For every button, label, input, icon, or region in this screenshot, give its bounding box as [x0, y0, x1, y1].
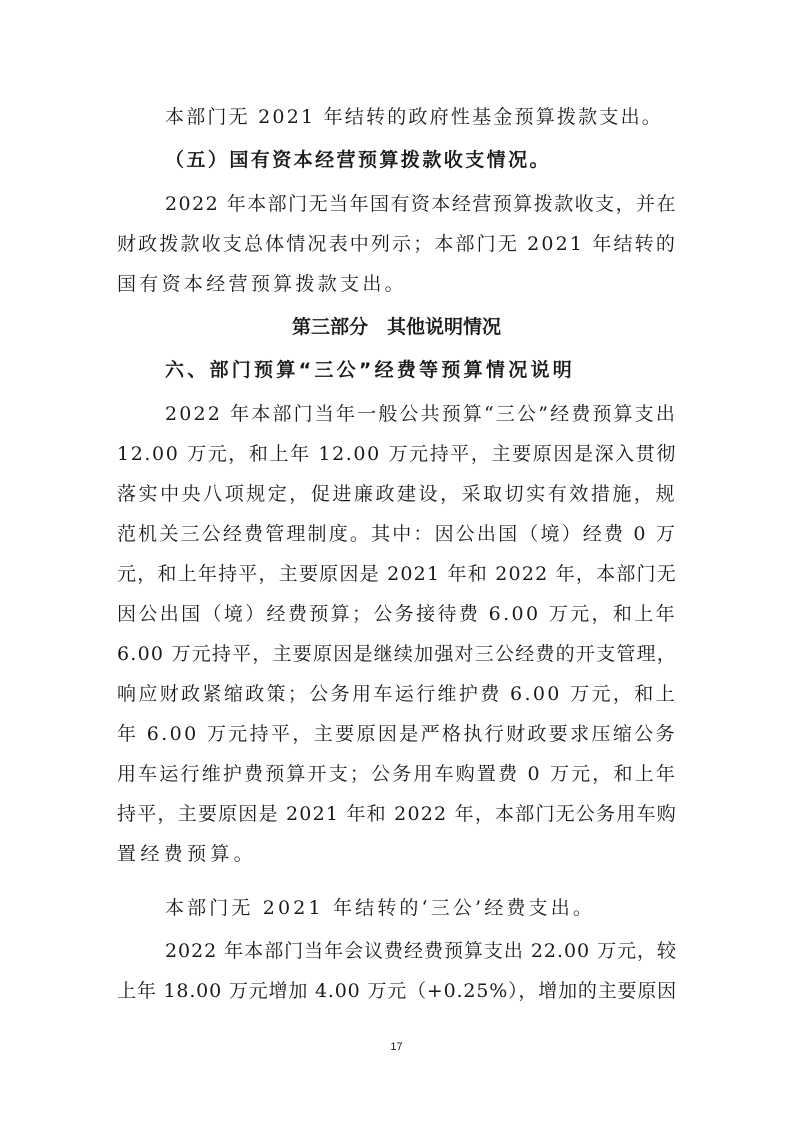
paragraph-line: 落实中央八项规定，促进廉政建设，采取切实有效措施，规 [117, 483, 677, 505]
paragraph-line: 国有资本经营预算拨款支出。 [117, 273, 407, 295]
section-subheading: （五）国有资本经营预算拨款收支情况。 [165, 149, 551, 171]
paragraph-line: 用车运行维护费预算开支；公务用车购置费 0 万元，和上年 [117, 763, 677, 785]
page-number: 17 [390, 1041, 403, 1053]
section-heading: 六、部门预算“三公”经费等预算情况说明 [165, 359, 575, 381]
paragraph-line: 2022 年本部门当年一般公共预算“三公”经费预算支出 [165, 403, 677, 425]
paragraph-line: 因公出国（境）经费预算；公务接待费 6.00 万元，和上年 [117, 603, 677, 625]
paragraph-line: 财政拨款收支总体情况表中列示；本部门无 2021 年结转的 [117, 233, 677, 255]
paragraph-line: 置经费预算。 [117, 843, 257, 865]
paragraph-line: 2022 年本部门无当年国有资本经营预算拨款收支，并在 [165, 193, 677, 215]
paragraph-line: 本部门无 2021 年结转的政府性基金预算拨款支出。 [165, 106, 663, 128]
paragraph-line: 本部门无 2021 年结转的‘三公’经费支出。 [165, 897, 595, 919]
paragraph-line: 范机关三公经费管理制度。其中：因公出国（境）经费 0 万 [117, 523, 677, 545]
paragraph-line: 2022 年本部门当年会议费经费预算支出 22.00 万元，较 [165, 940, 677, 962]
paragraph-line: 响应财政紧缩政策；公务用车运行维护费 6.00 万元，和上 [117, 683, 677, 705]
paragraph-line: 上年 18.00 万元增加 4.00 万元（+0.25%），增加的主要原因 [117, 980, 677, 1002]
paragraph-line: 持平，主要原因是 2021 年和 2022 年，本部门无公务用车购 [117, 803, 677, 825]
paragraph-line: 12.00 万元，和上年 12.00 万元持平，主要原因是深入贯彻 [117, 443, 677, 465]
paragraph-line: 6.00 万元持平，主要原因是继续加强对三公经费的开支管理， [117, 643, 677, 665]
part-heading: 第三部分 其他说明情况 [291, 316, 501, 338]
paragraph-line: 元，和上年持平，主要原因是 2021 年和 2022 年，本部门无 [117, 563, 677, 585]
paragraph-line: 年 6.00 万元持平，主要原因是严格执行财政要求压缩公务 [117, 723, 677, 745]
